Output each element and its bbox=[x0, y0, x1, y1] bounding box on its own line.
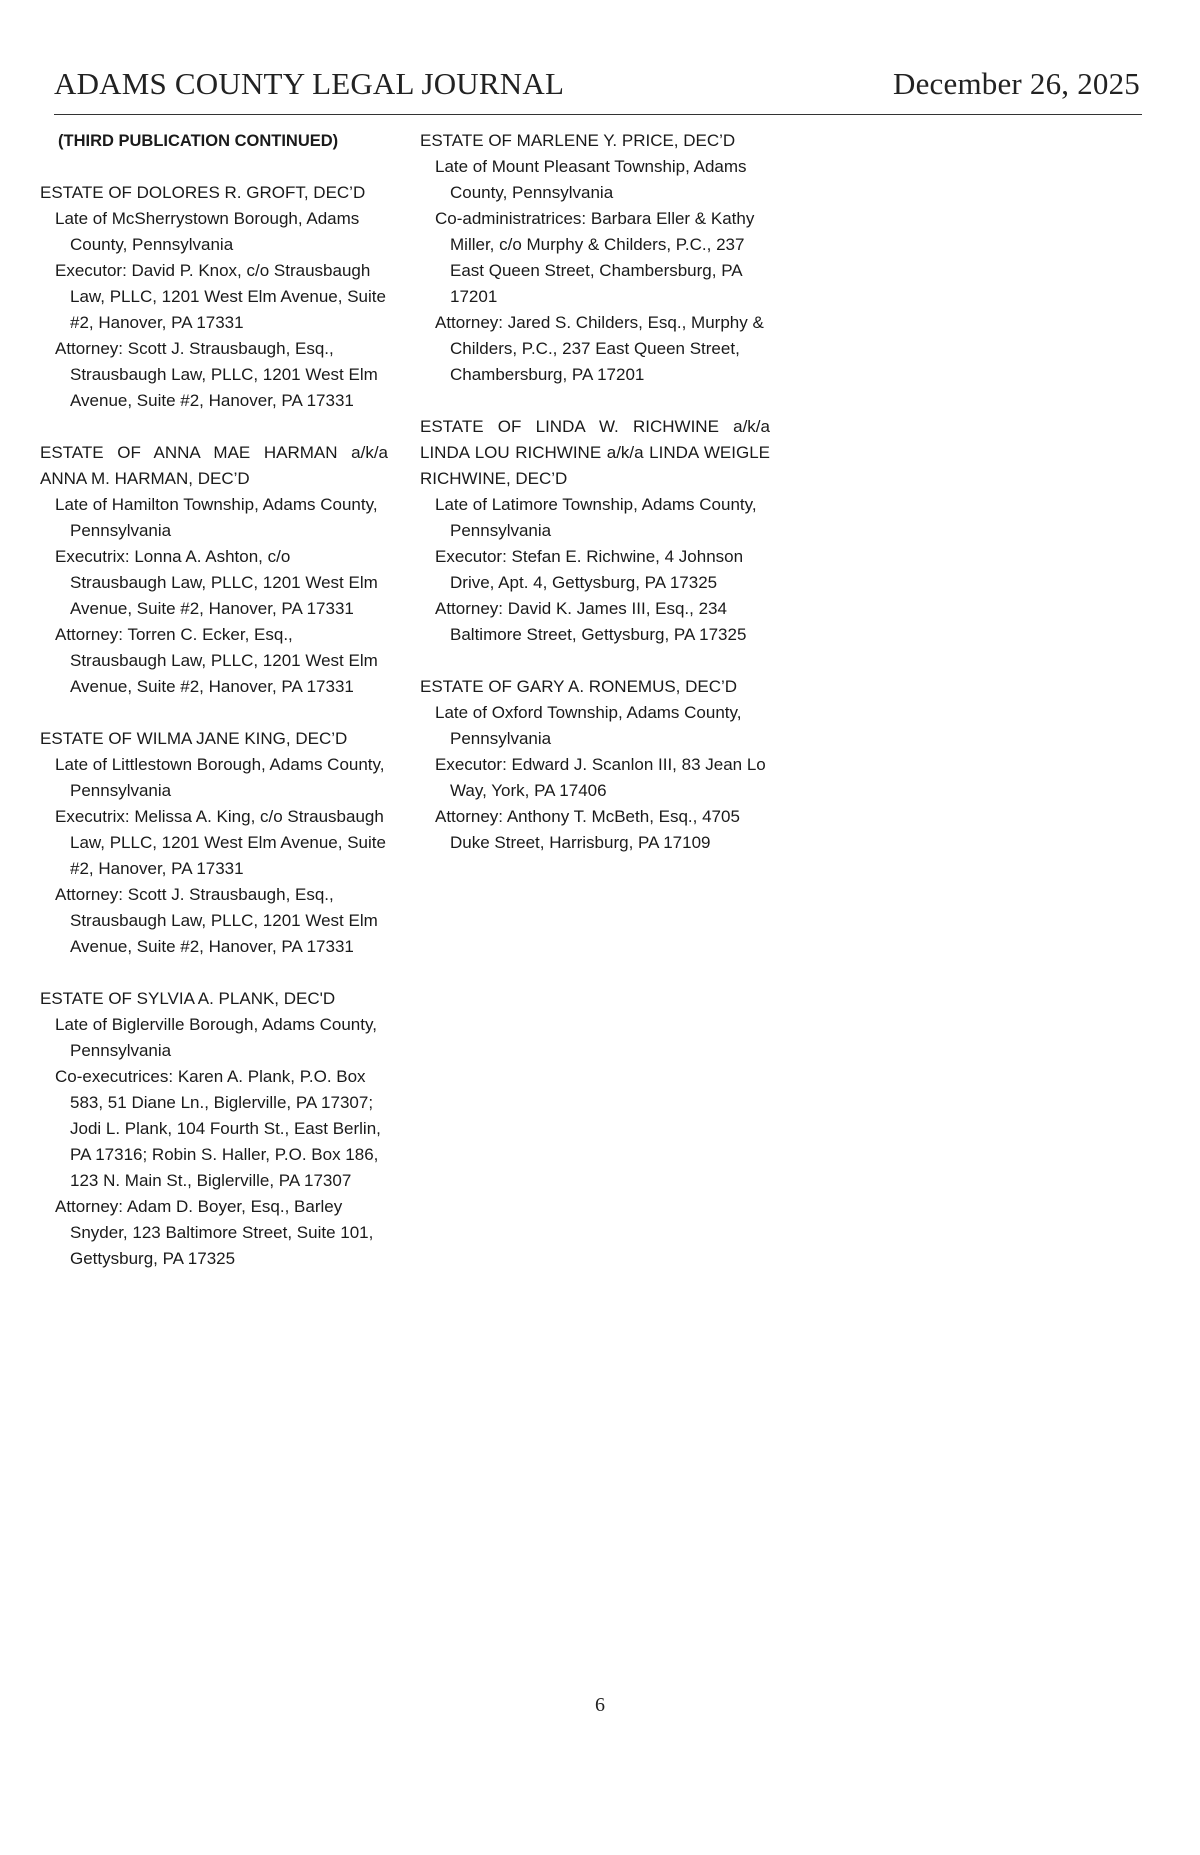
estate-residence: Late of Hamilton Township, Adams County, Pennsylvania bbox=[55, 495, 378, 540]
estate-executor: Executor: Edward J. Scanlon III, 83 Jean Lo Way, York, PA 17406 bbox=[435, 755, 766, 800]
estate-name: ESTATE OF SYLVIA A. PLANK, DEC'D bbox=[40, 989, 336, 1008]
estate-executrix: Executrix: Lonna A. Ashton, c/o Strausbaugh Law, PLLC, 1201 West Elm Avenue, Suite #2, Hanover, PA 17331 bbox=[55, 547, 378, 618]
estate-co-administratrices: Co-administratrices: Barbara Eller & Kathy Miller, c/o Murphy & Childers, P.C., 237 East Queen Street, Chambersburg, PA 17201 bbox=[435, 209, 755, 306]
estate-notice-price bbox=[420, 128, 770, 388]
estate-attorney: Attorney: David K. James III, Esq., 234 Baltimore Street, Gettysburg, PA 17325 bbox=[435, 599, 747, 644]
estate-name: ESTATE OF WILMA JANE KING, DEC’D bbox=[40, 729, 348, 748]
estate-executrix: Executrix: Melissa A. King, c/o Strausbaugh Law, PLLC, 1201 West Elm Avenue, Suite #2, Hanover, PA 17331 bbox=[55, 807, 386, 878]
estate-executor: Executor: David P. Knox, c/o Strausbaugh Law, PLLC, 1201 West Elm Avenue, Suite #2, Hanover, PA 17331 bbox=[55, 261, 386, 332]
estate-residence: Late of McSherrystown Borough, Adams County, Pennsylvania bbox=[55, 209, 360, 254]
estate-residence: Late of Oxford Township, Adams County, Pennsylvania bbox=[435, 703, 742, 748]
estate-attorney: Attorney: Adam D. Boyer, Esq., Barley Snyder, 123 Baltimore Street, Suite 101, Gettysburg, PA 17325 bbox=[55, 1197, 374, 1268]
estate-notice-plank bbox=[40, 986, 388, 1272]
estate-residence: Late of Latimore Township, Adams County, Pennsylvania bbox=[435, 495, 757, 540]
estate-name: ESTATE OF LINDA W. RICHWINE a/k/a LINDA LOU RICHWINE a/k/a LINDA WEIGLE RICHWINE, DEC’D bbox=[420, 417, 770, 488]
estate-notice-harman bbox=[40, 440, 388, 700]
estate-name: ESTATE OF MARLENE Y. PRICE, DEC’D bbox=[420, 131, 736, 150]
estate-notice-richwine bbox=[420, 414, 770, 648]
estate-notice-groft bbox=[40, 180, 388, 414]
estate-attorney: Attorney: Jared S. Childers, Esq., Murphy & Childers, P.C., 237 East Queen Street, Chambersburg, PA 17201 bbox=[435, 313, 764, 384]
estate-name: ESTATE OF GARY A. RONEMUS, DEC’D bbox=[420, 677, 738, 696]
estate-attorney: Attorney: Scott J. Strausbaugh, Esq., Strausbaugh Law, PLLC, 1201 West Elm Avenue, Suite #2, Hanover, PA 17331 bbox=[55, 885, 378, 956]
estate-co-executrices: Co-executrices: Karen A. Plank, P.O. Box 583, 51 Diane Ln., Biglerville, PA 17307; Jodi L. Plank, 104 Fourth St., East Berlin, PA 17316; Robin S. Haller, P.O. Box 186, 123 N. Main St., Biglerville, PA 17307 bbox=[55, 1067, 381, 1190]
estate-attorney: Attorney: Torren C. Ecker, Esq., Strausbaugh Law, PLLC, 1201 West Elm Avenue, Suite #2, Hanover, PA 17331 bbox=[55, 625, 378, 696]
page-number: 6 bbox=[595, 1694, 605, 1716]
left-column bbox=[40, 128, 388, 1298]
estate-attorney: Attorney: Scott J. Strausbaugh, Esq., Strausbaugh Law, PLLC, 1201 West Elm Avenue, Suite #2, Hanover, PA 17331 bbox=[55, 339, 378, 410]
estate-residence: Late of Biglerville Borough, Adams County, Pennsylvania bbox=[55, 1015, 377, 1060]
estate-residence: Late of Mount Pleasant Township, Adams County, Pennsylvania bbox=[435, 157, 747, 202]
journal-title: ADAMS COUNTY LEGAL JOURNAL bbox=[54, 66, 565, 101]
estate-residence: Late of Littlestown Borough, Adams County, Pennsylvania bbox=[55, 755, 385, 800]
right-column bbox=[420, 128, 770, 882]
estate-attorney: Attorney: Anthony T. McBeth, Esq., 4705 Duke Street, Harrisburg, PA 17109 bbox=[435, 807, 740, 852]
estate-notice-ronemus bbox=[420, 674, 770, 856]
section-heading: (THIRD PUBLICATION CONTINUED) bbox=[58, 132, 339, 150]
estate-notice-king bbox=[40, 726, 388, 960]
estate-executor: Executor: Stefan E. Richwine, 4 Johnson Drive, Apt. 4, Gettysburg, PA 17325 bbox=[435, 547, 744, 592]
estate-name: ESTATE OF DOLORES R. GROFT, DEC’D bbox=[40, 183, 366, 202]
page-header bbox=[54, 66, 1142, 115]
estate-name: ESTATE OF ANNA MAE HARMAN a/k/a ANNA M. HARMAN, DEC’D bbox=[40, 443, 388, 488]
publication-date: December 26, 2025 bbox=[892, 66, 1140, 101]
